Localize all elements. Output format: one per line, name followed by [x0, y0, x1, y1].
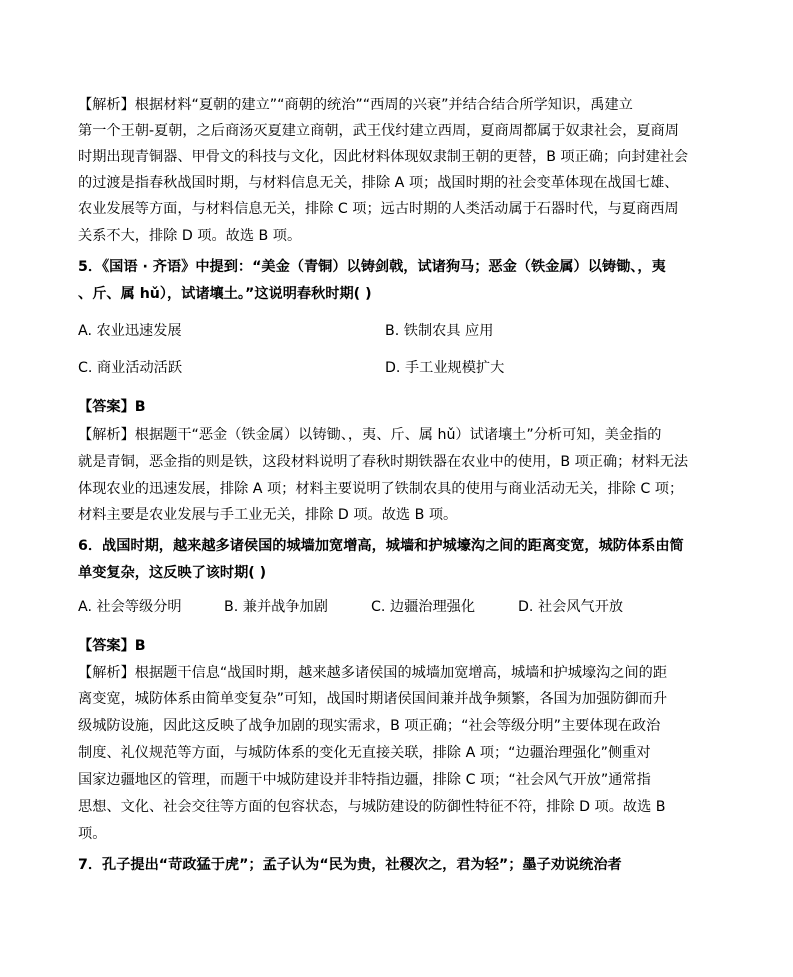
- question-6-stem: 单变复杂，这反映了该时期( ): [78, 565, 267, 581]
- question-5-option-a: A. 农业迅速发展: [78, 323, 182, 339]
- question-5-option-b: B. 铁制农具 应用: [385, 323, 494, 339]
- question-5-stem: 、斤、属 hǔ），试诸壤土。”这说明春秋时期( ): [78, 286, 372, 302]
- question-5-option-d: D. 手工业规模扩大: [385, 360, 505, 376]
- question-5-stem: 5．《国语 · 齐语》中提到：“美金（青铜）以铸剑戟，试诸狗马；恶金（铁金属）以铸锄、，夷: [78, 259, 666, 275]
- question-6-answer: 【答案】B: [78, 638, 146, 654]
- question-6-option-a: A. 社会等级分明: [78, 599, 182, 615]
- question-5-analysis-line: 【解析】根据题干“恶金（铁金属）以铸锄、，夷、斤、属 hǔ）试诸壤土”分析可知，美金指的: [78, 427, 662, 443]
- question-5-analysis-line: 材料主要是农业发展与手工业无关，排除 D 项。故选 B 项。: [78, 507, 458, 523]
- prev-analysis-line: 关系不大，排除 D 项。故选 B 项。: [78, 228, 302, 244]
- question-5-analysis-line: 就是青铜，恶金指的则是铁，这段材料说明了春秋时期铁器在农业中的使用，B 项正确；材料无法: [78, 454, 689, 470]
- question-6-option-d: D. 社会风气开放: [518, 599, 624, 615]
- question-5-answer: 【答案】B: [78, 399, 146, 415]
- question-6-analysis-line: 离变宽，城防体系由简单变复杂”可知，战国时期诸侯国间兼并战争频繁，各国为加强防御而升: [78, 691, 668, 707]
- question-6-stem: 6．战国时期，越来越多诸侯国的城墙加宽增高，城墙和护城壕沟之间的距离变宽，城防体系由简: [78, 538, 684, 554]
- question-7-stem: 7．孔子提出“苛政猛于虎”；孟子认为“民为贵，社稷次之，君为轻”；墨子劝说统治者: [78, 857, 622, 873]
- prev-analysis-line: 第一个王朝-夏朝，之后商汤灭夏建立商朝，武王伐纣建立西周，夏商周都属于奴隶社会，夏商周: [78, 123, 679, 139]
- question-6-analysis-line: 项。: [78, 826, 107, 842]
- question-6-analysis-line: 级城防设施，因此这反映了战争加剧的现实需求，B 项正确；“社会等级分明”主要体现在政治: [78, 718, 661, 734]
- question-6-option-b: B. 兼并战争加剧: [224, 599, 328, 615]
- prev-analysis-line: 的过渡是指春秋战国时期，与材料信息无关，排除 A 项；战国时期的社会变革体现在战国七雄、: [78, 175, 679, 191]
- question-6-analysis-line: 思想、文化、社会交往等方面的包容状态，与城防建设的防御性特征不符，排除 D 项。故选 B: [78, 799, 666, 815]
- question-6-option-c: C. 边疆治理强化: [371, 599, 476, 615]
- prev-analysis-line: 时期出现青铜器、甲骨文的科技与文化，因此材料体现奴隶制王朝的更替，B 项正确；向封建社会: [78, 149, 689, 165]
- question-5-option-c: C. 商业活动活跃: [78, 360, 183, 376]
- question-6-analysis-line: 制度、礼仪规范等方面，与城防体系的变化无直接关联，排除 A 项；“边疆治理强化”侧重对: [78, 745, 651, 761]
- prev-analysis-line: 农业发展等方面，与材料信息无关，排除 C 项；远古时期的人类活动属于石器时代，与夏商西周: [78, 201, 679, 217]
- question-6-analysis-line: 国家边疆地区的管理，而题干中城防建设并非特指边疆，排除 C 项；“社会风气开放”通常指: [78, 772, 651, 788]
- question-5-analysis-line: 体现农业的迅速发展，排除 A 项；材料主要说明了铁制农具的使用与商业活动无关，排除 C 项；: [78, 481, 684, 497]
- prev-analysis-line: 【解析】根据材料“夏朝的建立”“商朝的统治”“西周的兴衰”并结合结合所学知识，禹建立: [78, 97, 633, 113]
- question-6-analysis-line: 【解析】根据题干信息“战国时期，越来越多诸侯国的城墙加宽增高，城墙和护城壕沟之间的距: [78, 665, 668, 681]
